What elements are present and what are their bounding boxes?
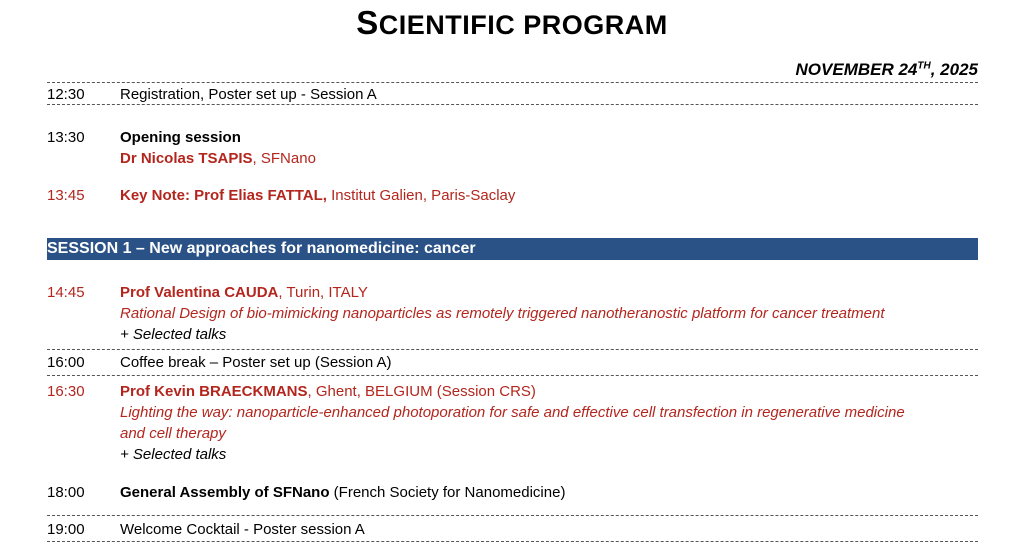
row-title: General Assembly of SFNano	[120, 484, 330, 501]
row-time: 16:00	[47, 354, 85, 371]
date-sup: TH	[917, 60, 931, 72]
selected-talks: + Selected talks	[120, 446, 227, 463]
talk-title-cont: and cell therapy	[120, 425, 226, 442]
title-first-letter: S	[356, 4, 379, 41]
row-time: 18:00	[47, 484, 85, 501]
row-time: 16:30	[47, 383, 85, 400]
divider	[47, 515, 978, 516]
row-text: Welcome Cocktail - Poster session A	[120, 521, 365, 538]
session-header	[47, 238, 978, 260]
speaker-affiliation: , Turin, ITALY	[278, 284, 368, 301]
row-time: 12:30	[47, 86, 85, 103]
title-rest: CIENTIFIC PROGRAM	[378, 10, 668, 40]
row-time: 19:00	[47, 521, 85, 538]
speaker-affiliation: Institut Galien, Paris-Saclay	[326, 187, 516, 204]
divider	[47, 104, 978, 105]
date-tail: , 2025	[930, 60, 978, 79]
speaker-affiliation: , Ghent, BELGIUM (Session CRS)	[307, 383, 536, 400]
speaker-name: Dr Nicolas TSAPIS	[120, 150, 253, 167]
row-time: 14:45	[47, 284, 85, 301]
row-text: (French Society for Nanomedicine)	[329, 484, 566, 501]
session-label: SESSION 1 – New approaches for nanomedicine: cancer	[47, 240, 476, 257]
divider	[47, 349, 978, 350]
row-title: Opening session	[120, 129, 241, 146]
row-time: 13:30	[47, 129, 85, 146]
divider	[47, 375, 978, 376]
selected-talks: + Selected talks	[120, 326, 227, 343]
divider	[47, 82, 978, 83]
row-time: 13:45	[47, 187, 85, 204]
talk-title: Rational Design of bio-mimicking nanoparticles as remotely triggered nanotheranostic platform for cancer treatment	[120, 305, 885, 322]
speaker-name: Prof Valentina CAUDA	[120, 284, 279, 301]
divider	[47, 541, 978, 542]
speaker-affiliation: , SFNano	[252, 150, 316, 167]
speaker-name: Key Note: Prof Elias FATTAL,	[120, 187, 327, 204]
speaker-name: Prof Kevin BRAECKMANS	[120, 383, 308, 400]
program-date	[796, 60, 978, 80]
date-main: NOVEMBER 24	[795, 60, 918, 79]
row-text: Coffee break – Poster set up (Session A)	[120, 354, 392, 371]
row-text: Registration, Poster set up - Session A	[120, 86, 377, 103]
page-title	[0, 4, 1024, 42]
talk-title: Lighting the way: nanoparticle-enhanced photoporation for safe and effective cell transfection in regenerative medicine	[120, 404, 905, 421]
